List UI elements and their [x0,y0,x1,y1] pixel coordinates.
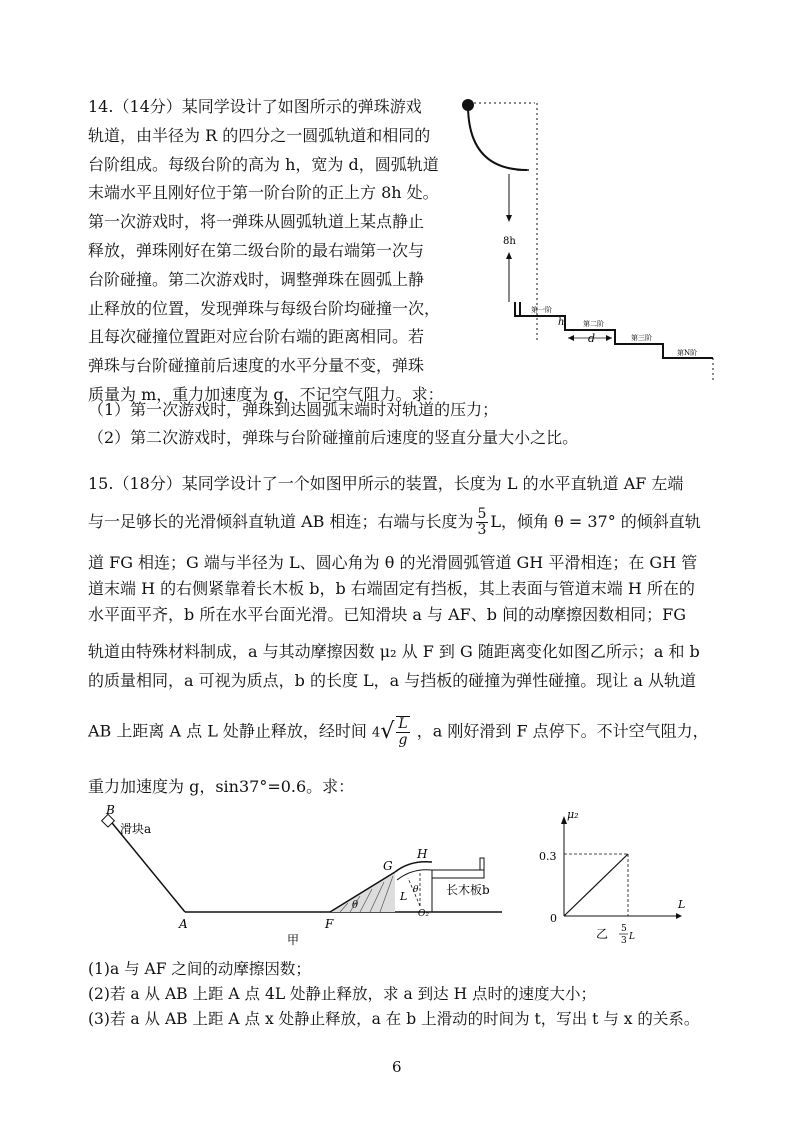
sqrt-expression: 4√ $\frac{L}{g}$ [372,716,408,748]
caption-yi: 乙 [596,927,609,941]
x-axis-label: L [678,898,686,911]
label-A: A [179,917,188,931]
label-d: d [588,332,596,345]
page-number: 6 [392,1058,402,1076]
step-label-1: 第一阶 [531,306,552,314]
x-tick-L: L [629,932,635,942]
q15-line: 重力加速度为 g，sin37°=0.6。求： [88,777,355,796]
frac-numerator: 5 [477,506,487,522]
q15-line: 道末端 H 的右侧紧靠着长木板 b，b 右端固定有挡板，其上表面与管道末端 H 所在的 [88,579,695,598]
q14-line: 14.（14分）某同学设计了如图所示的弹珠游戏 [88,97,422,116]
y-axis-label: μ₂ [567,810,579,821]
q15-text: 与一足够长的光滑倾斜直轨道 AB 相连；右端与长度为 [88,512,474,531]
q15-subquestion-2: (2)若 a 从 AB 上距 A 点 4L 处静止释放，求 a 到达 H 点时的速度大小； [88,985,597,1003]
y-tick-0.3: 0.3 [539,850,557,863]
frac-numerator: L [398,716,408,732]
q15-line [88,507,728,538]
x-tick-num: 5 [621,924,627,934]
label-L: L [400,890,408,903]
q15-line: 15.（18分）某同学设计了一个如图甲所示的装置，长度为 L 的水平直轨道 AF 左端 [88,474,684,493]
q14-line: 止释放的位置，发现弹珠与每级台阶均碰撞一次， [88,298,441,318]
label-slider-a: 滑块a [120,822,152,836]
q15-line: 道 FG 相连；G 端与半径为 L、圆心角为 θ 的光滑圆弧管道 GH 平滑相连；在 GH 管 [88,553,698,572]
q14-line: 轨道，由半径为 R 的四分之一圆弧轨道和相同的 [88,125,431,145]
frac-denominator: g [398,732,408,748]
step-label-2: 第二阶 [583,320,604,328]
quarter-arc-track [468,105,527,170]
sqrt-coefficient: 4 [372,725,381,741]
label-theta-1: θ [352,900,359,911]
q14-line: 台阶组成。每级台阶的高为 h，宽为 d，圆弧轨道 [88,154,439,174]
q15-line: 水平面平齐，b 所在水平台面光滑。已知滑块 a 与 AF、b 间的动摩擦因数相同；FG [88,605,686,624]
arc-gh [395,862,432,872]
q14-line: 且每次碰撞位置距对应台阶右端的距离相同。若 [88,327,425,347]
q14-line: 台阶碰撞。第二次游戏时，调整弹珠在圆弧上静 [88,269,425,289]
q14-subquestion-2: （2）第二次游戏时，弹珠与台阶碰撞前后速度的竖直分量大小之比。 [88,428,579,447]
q15-line [88,716,728,748]
caption-jia: 甲 [287,933,300,947]
label-board-b: 长木板b [446,883,490,897]
q14-figure [455,92,725,392]
board-stopper [480,858,484,870]
label-F: F [325,917,334,931]
q15-subquestion-3: (3)若 a 从 AB 上距 A 点 x 处静止释放，a 在 b 上滑动的时间为 t，写出 t 与 x 的关系。 [88,1010,700,1028]
x-tick-den: 3 [621,936,627,946]
q15-text: ，a 刚好滑到 F 点停下。不计空气阻力， [416,721,709,741]
label-H: H [417,847,428,861]
label-8h: 8h [503,236,516,247]
q14-stem [88,93,458,410]
q15-line: 轨道由特殊材料制成，a 与其动摩擦因数 μ₂ 从 F 到 G 随距离变化如图乙所示；a 和 b [88,642,700,661]
q15-subquestion-1: (1)a 与 AF 之间的动摩擦因数； [88,960,311,978]
label-theta-2: θ [413,885,419,895]
series-line-mu2 [564,854,628,916]
board-b [432,870,484,878]
q14-line: 释放，弹珠刚好在第二级台阶的最右端第一次与 [88,240,425,260]
label-B: B [106,803,115,817]
q14-subquestion-1: （1）第一次游戏时，弹珠到达圆弧末端时对轨道的压力； [88,400,499,419]
q14-line: 末端水平且刚好位于第一阶台阶的正上方 8h 处。 [88,183,439,203]
step-label-3: 第三阶 [631,334,652,342]
q14-line: 第一次游戏时，将一弹珠从圆弧轨道上某点静止 [88,212,425,232]
figure-jia [90,800,510,950]
step-label-n: 第N阶 [677,349,698,357]
frac-denominator: 3 [477,522,487,538]
label-O2: O₂ [418,909,429,919]
q14-line: 弹珠与台阶碰撞前后速度的水平分量不变，弹珠 [88,356,425,376]
q15-text: AB 上距离 A 点 L 处静止释放，经时间 [88,721,367,741]
fraction-5-3 [476,507,489,538]
q15-text: L，倾角 θ = 37° 的倾斜直轨 [490,512,701,531]
q14-line: 质量为 m，重力加速度为 g，不记空气阻力。求： [88,384,444,404]
origin-label: 0 [550,912,557,925]
sqrt-fraction [396,716,409,748]
label-h: h [558,317,565,328]
figure-yi-chart [530,810,690,950]
q15-line: 的质量相同，a 可视为质点，b 的长度 L，a 与挡板的碰撞为弹性碰撞。现让 a 从轨道 [88,671,697,690]
label-G: G [383,859,393,873]
